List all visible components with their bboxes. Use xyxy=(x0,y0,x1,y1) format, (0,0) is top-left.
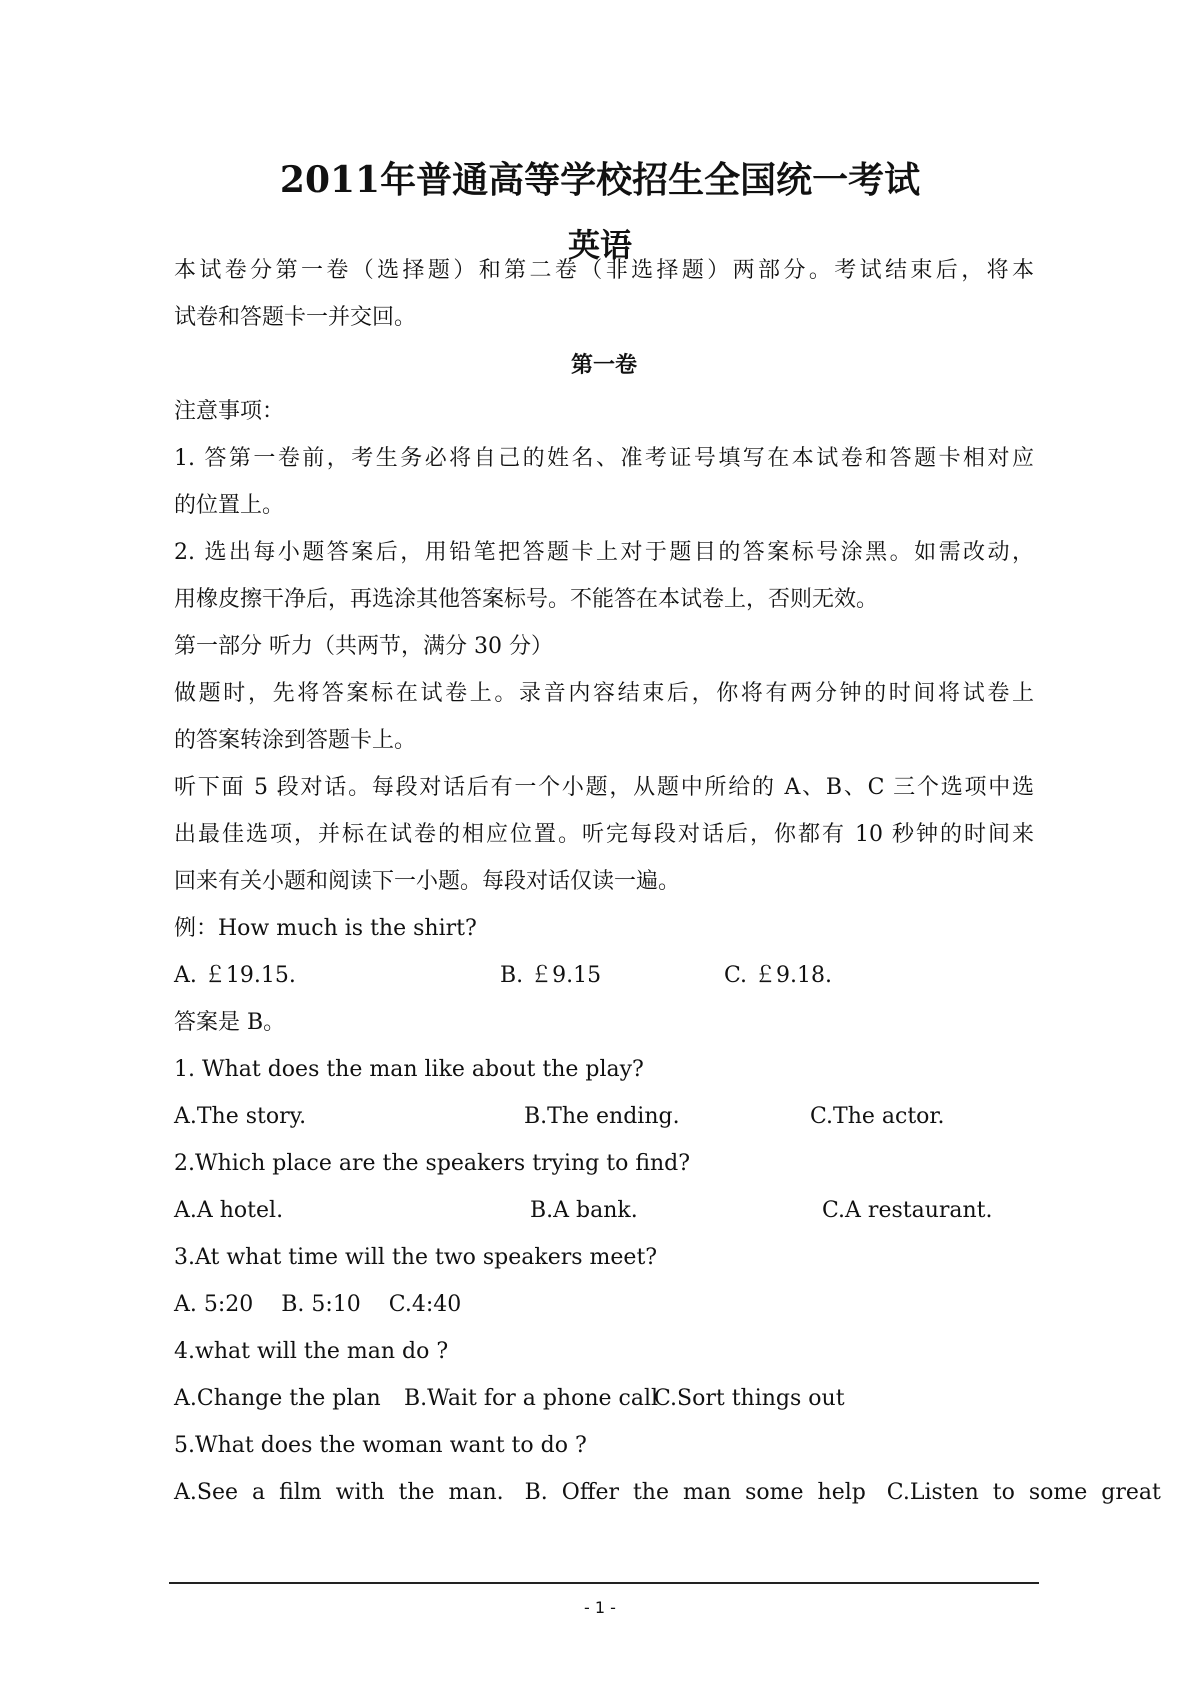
question-1: 1. What does the man like about the play? xyxy=(174,1057,644,1082)
question-4-option-a: A.Change the plan xyxy=(174,1386,381,1411)
note-1-line-1: 1. 答第一卷前，考生务必将自己的姓名、准考证号填写在本试卷和答题卡相对应 xyxy=(174,446,1034,471)
dialog-instruction-line-2: 出最佳选项，并标在试卷的相应位置。听完每段对话后，你都有 10 秒钟的时间来 xyxy=(174,822,1034,847)
example-question: 例：How much is the shirt? xyxy=(174,916,477,941)
question-2-option-c: C.A restaurant. xyxy=(822,1198,993,1223)
section-heading: 第一卷 xyxy=(570,352,637,378)
question-4: 4.what will the man do ? xyxy=(174,1339,449,1364)
question-1-option-a: A.The story. xyxy=(174,1104,307,1129)
question-1-option-b: B.The ending. xyxy=(524,1104,680,1129)
intro-line-1: 本试卷分第一卷（选择题）和第二卷（非选择题）两部分。考试结束后，将本 xyxy=(174,258,1034,283)
question-3-options: A. 5:20 B. 5:10 C.4:40 xyxy=(174,1292,462,1317)
question-2: 2.Which place are the speakers trying to find? xyxy=(174,1151,691,1176)
exam-subject: 英语 xyxy=(567,226,632,264)
footer-rule xyxy=(169,1582,1039,1584)
question-2-option-b: B.A bank. xyxy=(530,1198,638,1223)
note-2-line-2: 用橡皮擦干净后，再选涂其他答案标号。不能答在本试卷上，否则无效。 xyxy=(174,587,879,612)
question-5: 5.What does the woman want to do ? xyxy=(174,1433,587,1458)
example-answer: 答案是 B。 xyxy=(174,1010,286,1035)
note-1-line-2: 的位置上。 xyxy=(174,493,285,518)
dialog-instruction-line-1: 听下面 5 段对话。每段对话后有一个小题，从题中所给的 A、B、C 三个选项中选 xyxy=(174,775,1034,800)
part1-instruction-line-1: 做题时，先将答案标在试卷上。录音内容结束后，你将有两分钟的时间将试卷上 xyxy=(174,681,1034,706)
question-3: 3.At what time will the two speakers meet? xyxy=(174,1245,658,1270)
example-option-b: B. ￡9.15 xyxy=(500,963,602,988)
question-4-option-c: C.Sort things out xyxy=(654,1386,845,1411)
part1-heading: 第一部分 听力（共两节，满分 30 分） xyxy=(174,634,553,659)
question-1-option-c: C.The actor. xyxy=(810,1104,945,1129)
exam-title: 2011年普通高等学校招生全国统一考试 xyxy=(279,159,921,201)
example-option-c: C. ￡9.18. xyxy=(724,963,833,988)
question-2-option-a: A.A hotel. xyxy=(174,1198,284,1223)
page-number: - 1 - xyxy=(584,1598,616,1617)
intro-line-2: 试卷和答题卡一并交回。 xyxy=(174,305,417,330)
question-4-option-b: B.Wait for a phone call xyxy=(404,1386,659,1411)
note-2-line-1: 2. 选出每小题答案后，用铅笔把答题卡上对于题目的答案标号涂黑。如需改动， xyxy=(174,540,1034,565)
notes-heading: 注意事项： xyxy=(174,399,285,424)
part1-instruction-line-2: 的答案转涂到答题卡上。 xyxy=(174,728,417,753)
dialog-instruction-line-3: 回来有关小题和阅读下一小题。每段对话仅读一遍。 xyxy=(174,869,681,894)
example-option-a: A. ￡19.15. xyxy=(174,963,296,988)
question-5-options: A.See a film with the man. B. Offer the man some help C.Listen to some great xyxy=(174,1480,1161,1505)
